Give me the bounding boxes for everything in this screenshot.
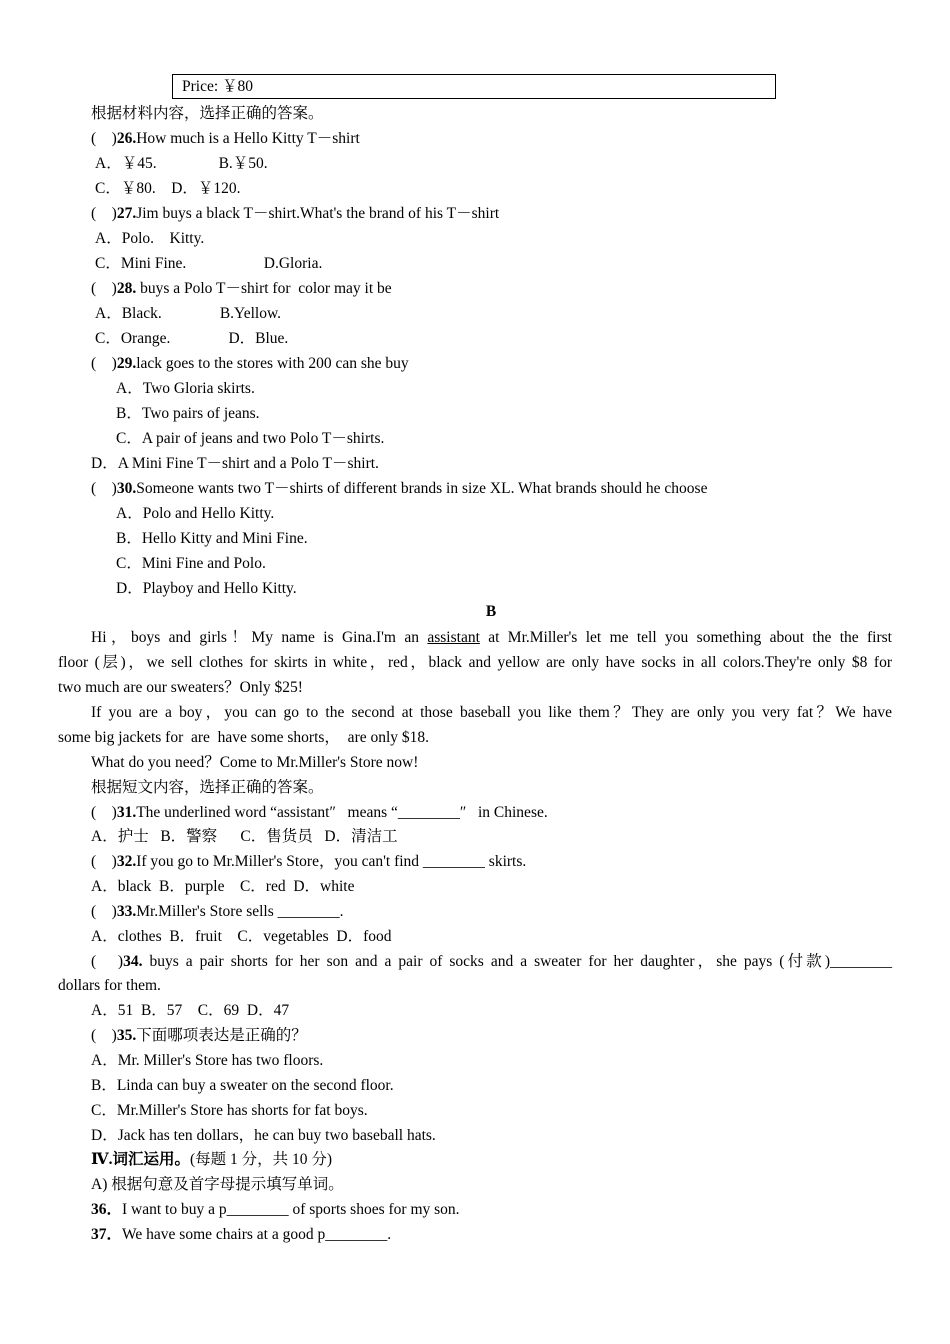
q28-options-2: C．Orange. D．Blue.: [95, 330, 289, 347]
q30-option-a: A．Polo and Hello Kitty.: [116, 505, 275, 522]
underlined-word: assistant: [427, 629, 480, 646]
q29-option-d: D．A Mini Fine T－shirt and a Polo T－shirt.: [91, 455, 379, 472]
question-33: ( )33.Mr.Miller's Store sells ________.: [91, 903, 344, 920]
section-b-title: B: [485, 603, 497, 620]
passage-line-6: What do you need？Come to Mr.Miller's Store now!: [91, 754, 419, 771]
q34-options: A．51 B．57 C．69 D．47: [91, 1002, 290, 1019]
question-34: ( )34. buys a pair shorts for her son and a pair of socks and a sweater for her daughter，she pays (付款)________: [91, 953, 893, 970]
section-4-title: Ⅳ.词汇运用。(每题 1 分，共 10 分): [91, 1151, 333, 1168]
q28-options-1: A．Black. B.Yellow.: [95, 305, 282, 322]
price-box: [172, 74, 776, 99]
question-27: ( )27.Jim buys a black T－shirt.What's the brand of his T－shirt: [91, 205, 500, 222]
question-36: 36．I want to buy a p________ of sports shoes for my son.: [91, 1201, 460, 1218]
q35-option-a: A．Mr. Miller's Store has two floors.: [91, 1052, 324, 1069]
question-31: ( )31.The underlined word “assistant″ means “________″ in Chinese.: [91, 804, 548, 821]
q33-options: A．clothes B．fruit C．vegetables D．food: [91, 928, 392, 945]
passage-line-4: If you are a boy，you can go to the second at those baseball you like them？They are only you very fat？We have: [91, 704, 892, 721]
part-a-instruction: A) 根据句意及首字母提示填写单词。: [91, 1176, 344, 1193]
q27-options-2: C．Mini Fine. D.Gloria.: [95, 255, 323, 272]
q35-option-d: D．Jack has ten dollars，he can buy two baseball hats.: [91, 1127, 436, 1144]
q26-options-1: A．￥45. B.￥50.: [95, 155, 268, 172]
question-37: 37．We have some chairs at a good p________.: [91, 1226, 392, 1243]
passage-line-3: two much are our sweaters？Only $25!: [58, 679, 303, 696]
q29-option-a: A．Two Gloria skirts.: [116, 380, 255, 397]
q30-option-b: B．Hello Kitty and Mini Fine.: [116, 530, 308, 547]
question-32: ( )32.If you go to Mr.Miller's Store，you can't find ________ skirts.: [91, 853, 527, 870]
q26-options-2: C．￥80. D．￥120.: [95, 180, 241, 197]
instruction-b: 根据短文内容，选择正确的答案。: [91, 779, 324, 796]
question-26: ( )26.How much is a Hello Kitty T－shirt: [91, 130, 360, 147]
q29-option-c: C．A pair of jeans and two Polo T－shirts.: [116, 430, 385, 447]
q30-option-d: D．Playboy and Hello Kitty.: [116, 580, 297, 597]
question-35: ( )35.下面哪项表达是正确的？: [91, 1027, 307, 1044]
q32-options: A．black B．purple C．red D．white: [91, 878, 355, 895]
passage-line-1: Hi，boys and girls！My name is Gina.I'm an assistant at Mr.Miller's let me tell you something about the the first: [91, 629, 892, 646]
q31-options: A．护士 B．警察 C．售货员 D．清洁工: [91, 828, 398, 845]
q35-option-b: B．Linda can buy a sweater on the second floor.: [91, 1077, 394, 1094]
q35-option-c: C．Mr.Miller's Store has shorts for fat boys.: [91, 1102, 368, 1119]
price-text: Price: ￥80: [182, 78, 254, 95]
question-30: ( )30.Someone wants two T－shirts of different brands in size XL. What brands should he choose: [91, 480, 708, 497]
question-29: ( )29.lack goes to the stores with 200 can she buy: [91, 355, 409, 372]
question-28: ( )28. buys a Polo T－shirt for color may it be: [91, 280, 392, 297]
q30-option-c: C．Mini Fine and Polo.: [116, 555, 266, 572]
instruction-a: 根据材料内容，选择正确的答案。: [91, 105, 324, 122]
q34-continuation: dollars for them.: [58, 977, 161, 994]
passage-line-2: floor (层)，we sell clothes for skirts in white，red，black and yellow are only have socks in all colors.They're only $8 for: [58, 654, 892, 671]
q27-options-1: A．Polo. Kitty.: [95, 230, 205, 247]
passage-line-5: some big jackets for are have some shorts， are only $18.: [58, 729, 430, 746]
q29-option-b: B．Two pairs of jeans.: [116, 405, 260, 422]
